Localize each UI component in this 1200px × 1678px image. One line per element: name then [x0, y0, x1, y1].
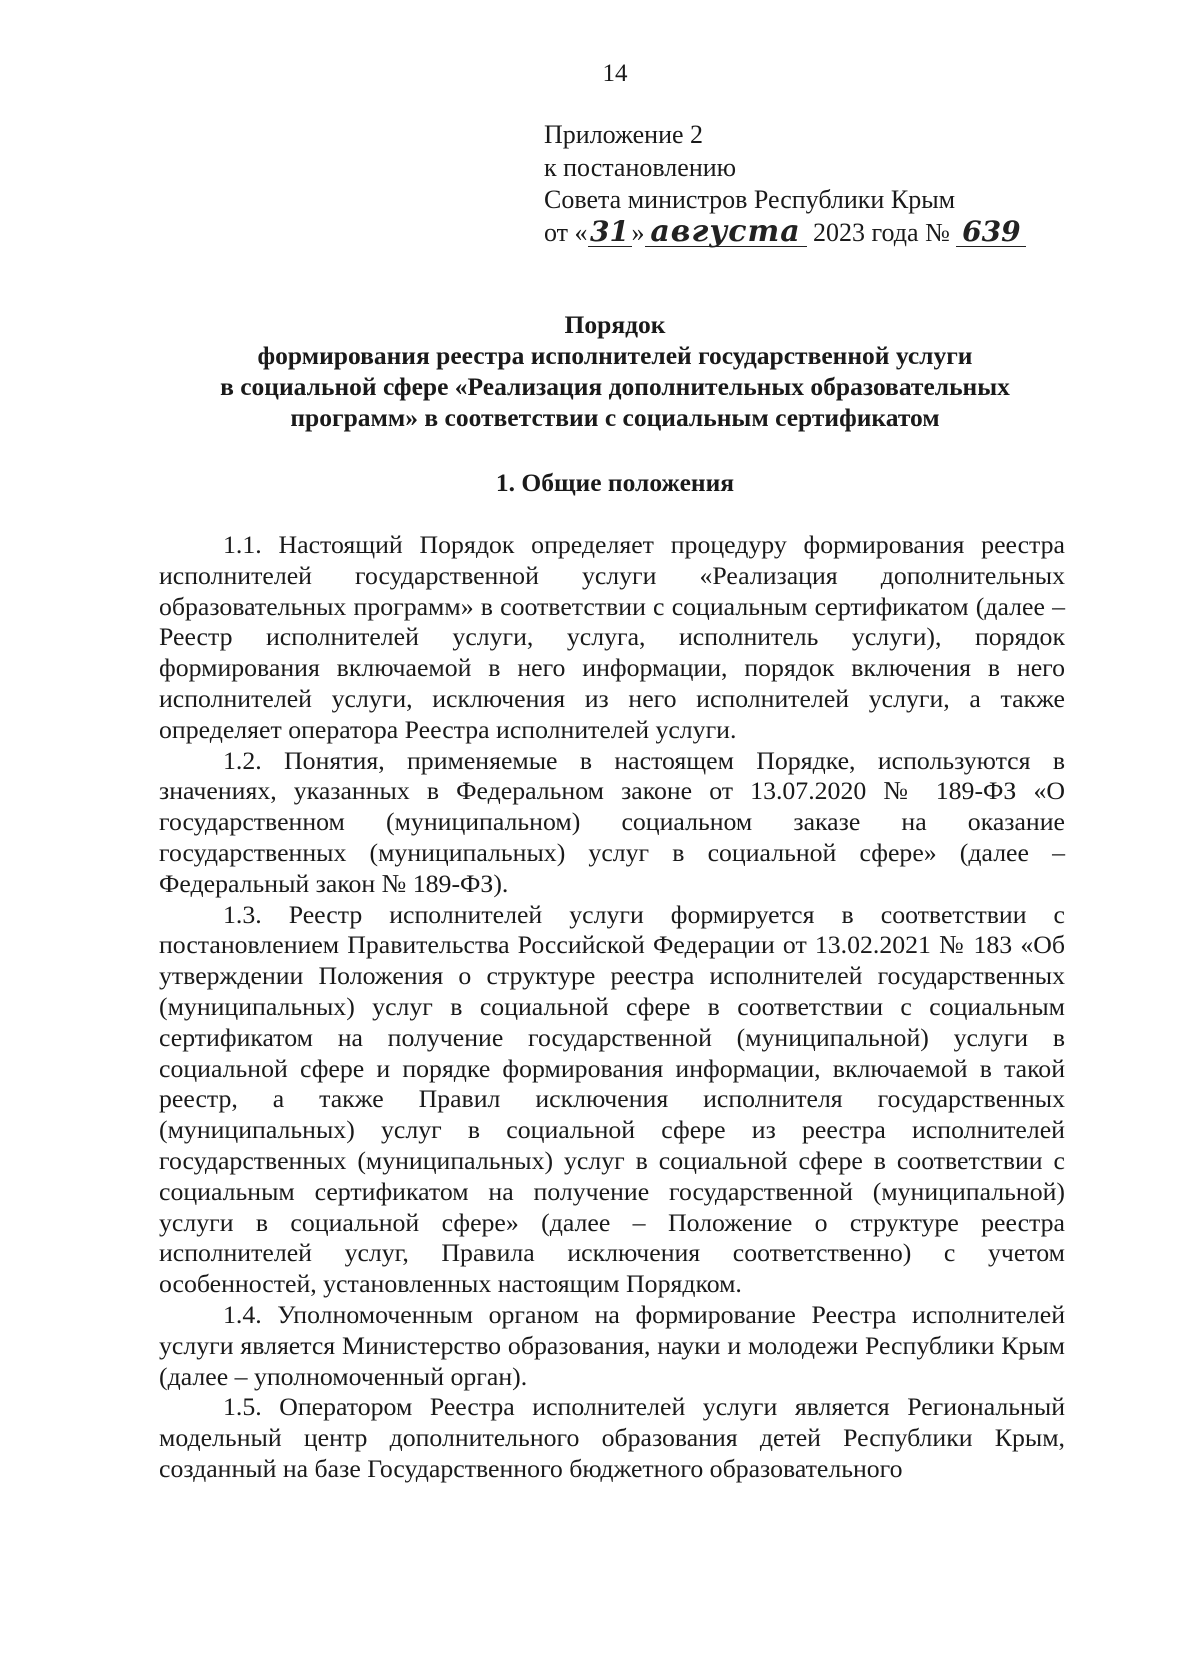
appendix-header — [544, 119, 1064, 249]
handwritten-month: августа — [645, 218, 807, 247]
handwritten-resolution-number: 639 — [956, 218, 1026, 247]
date-mid: » — [631, 217, 645, 247]
paragraph-1-5: 1.5. Оператором Реестра исполнителей услуги является Региональный модельный центр дополнительного образования детей Республики Крым, созданный на базе Государственного бюджетного образовательного — [159, 1392, 1065, 1483]
page-number: 14 — [602, 60, 628, 87]
title-line-3: в социальной сфере «Реализация дополнительных образовательных — [220, 372, 1010, 401]
section-body — [159, 530, 1065, 1485]
paragraph-1-2: 1.2. Понятия, применяемые в настоящем Порядке, используются в значениях, указанных в Федеральном законе от 13.07.2020 № 189-ФЗ «О государственном (муниципальном) социальном заказе на оказание государственных (муниципальных) услуг в социальной сфере» (далее – Федеральный закон № 189-ФЗ). — [159, 745, 1065, 898]
appendix-line-3: Совета министров Республики Крым — [544, 185, 956, 214]
title-line-1: Порядок — [564, 310, 666, 339]
year-text: 2023 года № — [813, 217, 950, 247]
appendix-line-1: Приложение 2 — [544, 120, 704, 149]
document-title — [130, 309, 1100, 433]
appendix-line-2: к постановлению — [544, 152, 737, 182]
section-heading: 1. Общие положения — [495, 468, 735, 497]
paragraph-1-4: 1.4. Уполномоченным органом на формирование Реестра исполнителей услуги является Министерство образования, науки и молодежи Республики Крым (далее – уполномоченный орган). — [159, 1299, 1065, 1391]
title-line-4: программ» в соответствии с социальным сертификатом — [290, 403, 940, 432]
paragraph-1-3: 1.3. Реестр исполнителей услуги формируется в соответствии с постановлением Правительства Российской Федерации от 13.02.2021 № 183 «Об утверждении Положения о структуре реестра исполнителей государственных (муниципальных) услуг в социальной сфере в соответствии с социальным сертификатом на получение государственной (муниципальной) услуги в социальной сфере и порядке формирования информации, включаемой в такой реестр, а также Правил исключения исполнителя государственных (муниципальных) услуг в социальной сфере из реестра исполнителей государственных (муниципальных) услуг в социальной сфере в соответствии с социальным сертификатом на получение государственной (муниципальной) услуги в социальной сфере» (далее – Положение о структуре реестра исполнителей услуг, Правила исключения соответственно) с учетом особенностей, установленных настоящим Порядком. — [159, 899, 1065, 1299]
title-line-2: формирования реестра исполнителей государственной услуги — [257, 341, 973, 370]
date-prefix: от « — [544, 217, 588, 247]
handwritten-day: 31 — [588, 218, 632, 247]
paragraph-1-1: 1.1. Настоящий Порядок определяет процедуру формирования реестра исполнителей государственной услуги «Реализация дополнительных образовательных программ» в соответствии с социальным сертификатом (далее – Реестр исполнителей услуги, услуга, исполнитель услуги), порядок формирования включаемой в него информации, порядок включения в него исполнителей услуги, исключения из него исполнителей услуги, а также определяет оператора Реестра исполнителей услуги. — [159, 530, 1065, 744]
resolution-date-line — [544, 213, 1064, 250]
